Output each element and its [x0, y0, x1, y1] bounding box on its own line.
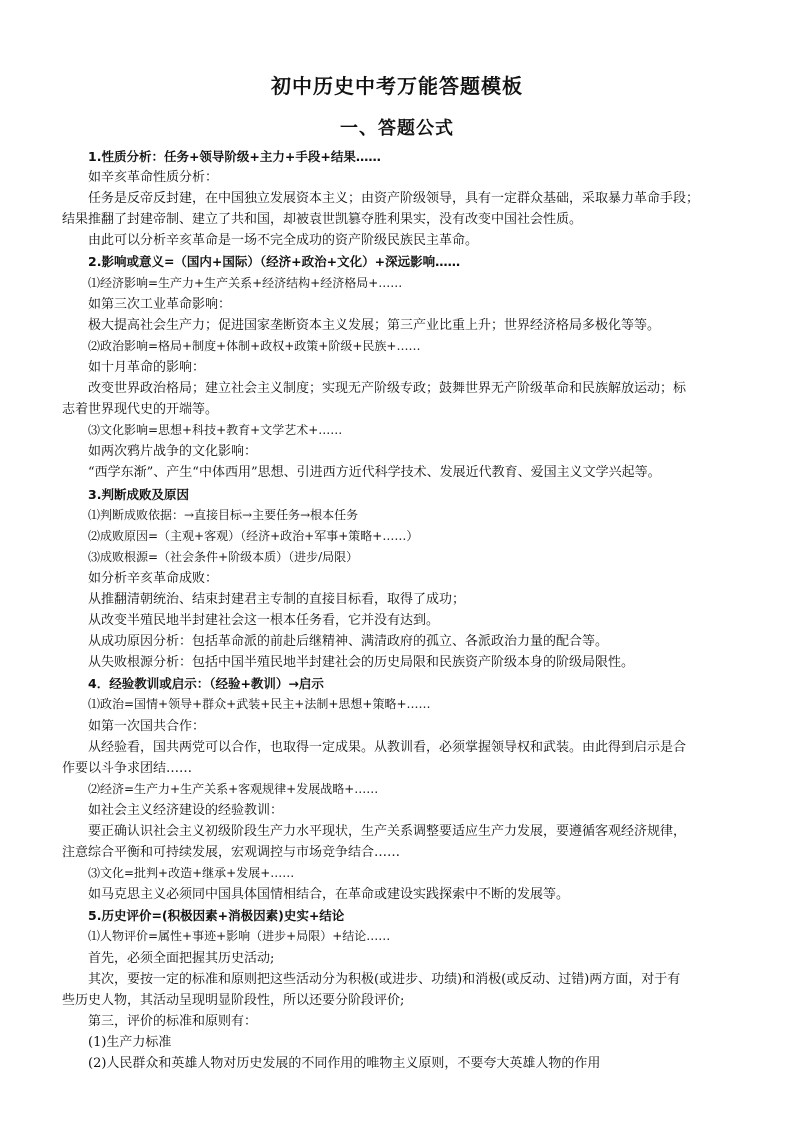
- paragraph-line: 第三，评价的标准和原则有：: [88, 1013, 258, 1029]
- paragraph-line: 如两次鸦片战争的文化影响：: [88, 444, 258, 460]
- paragraph-line: 如第三次工业革命影响：: [88, 296, 232, 312]
- sub-item: ⑶文化=批判+改造+继承+发展+……: [88, 866, 295, 881]
- heading-lessons: 4．经验教训或启示：（经验+教训）→启示: [88, 676, 324, 692]
- paragraph-line: (2)人民群众和英雄人物对历史发展的不同作用的唯物主义原则，不要夸大英雄人物的作用: [88, 1056, 601, 1072]
- paragraph-line: 结果推翻了封建帝制、建立了共和国，却被袁世凯篡夺胜利果实，没有改变中国社会性质。: [62, 212, 583, 228]
- heading-evaluation: 5.历史评价=(积极因素+消极因素)史实+结论: [88, 908, 345, 924]
- heading-success-failure: 3.判断成败及原因: [88, 486, 189, 502]
- sub-item: ⑶成败根源=（社会条件+阶级本质）（进步/局限）: [88, 549, 359, 564]
- paragraph-line: 从经验看，国共两党可以合作，也取得一定成果。从教训看，必须掌握领导权和武装。由此得到启示是合: [88, 739, 687, 755]
- heading-nature-analysis: 1.性质分析：任务+领导阶级+主力+手段+结果……: [88, 149, 381, 164]
- paragraph-line: 作要以斗争求团结……: [62, 760, 193, 776]
- paragraph-line: 从改变半殖民地半封建社会这一根本任务看，它并没有达到。: [88, 613, 440, 629]
- paragraph-line: 任务是反帝反封建，在中国独立发展资本主义；由资产阶级领导，具有一定群众基础，采取暴力革命手段；: [88, 191, 700, 207]
- paragraph-line: 从成功原因分析：包括革命派的前赴后继精神、满清政府的孤立、各派政治力量的配合等。: [88, 634, 609, 650]
- paragraph-line: 些历史人物，其活动呈现明显阶段性，所以还要分阶段评价;: [62, 992, 405, 1008]
- paragraph-line: 如社会主义经济建设的经验教训：: [88, 802, 284, 818]
- paragraph-line: 如辛亥革命性质分析：: [88, 170, 219, 186]
- sub-item: ⑶文化影响=思想+科技+教育+文学艺术+……: [88, 423, 343, 438]
- section-title: 一、答题公式: [340, 118, 454, 139]
- paragraph-line: 如第一次国共合作：: [88, 718, 206, 734]
- sub-item: ⑴经济影响=生产力+生产关系+经济结构+经济格局+……: [88, 275, 403, 290]
- paragraph-line: 由此可以分析辛亥革命是一场不完全成功的资产阶级民族民主革命。: [88, 233, 479, 249]
- sub-item: ⑴判断成败依据：→直接目标→主要任务→根本任务: [88, 507, 359, 522]
- paragraph-line: 志着世界现代史的开端等。: [62, 402, 219, 418]
- paragraph-line: 注意综合平衡和可持续发展，宏观调控与市场竞争结合……: [62, 845, 401, 861]
- document-body: [62, 146, 738, 1074]
- page-title: 初中历史中考万能答题模板: [271, 74, 523, 98]
- paragraph-line: 如十月革命的影响：: [88, 359, 206, 375]
- heading-influence: 2.影响或意义=（国内+国际）（经济+政治+文化）+深远影响……: [88, 254, 461, 270]
- paragraph-line: 其次，要按一定的标准和原则把这些活动分为积极(或进步、功绩)和消极(或反动、过错)两方面，对于有: [88, 971, 681, 987]
- paragraph-line: (1)生产力标准: [88, 1034, 172, 1050]
- paragraph-line: 从推翻清朝统治、结束封建君主专制的直接目标看，取得了成功；: [88, 591, 466, 607]
- paragraph-line: 从失败根源分析：包括中国半殖民地半封建社会的历史局限和民族资产阶级本身的阶级局限性。: [88, 655, 635, 671]
- paragraph-line: 要正确认识社会主义初级阶段生产力水平现状，生产关系调整要适应生产力发展，要遵循客观经济规律，: [88, 824, 687, 839]
- sub-item: ⑴人物评价=属性+事迹+影响（进步+局限）+结论……: [88, 929, 391, 944]
- sub-item: ⑵政治影响=格局+制度+体制+政权+政策+阶级+民族+……: [88, 338, 421, 353]
- paragraph-line: “西学东渐”、产生“中体西用”思想、引进西方近代科学技术、发展近代教育、爱国主义文学兴起等。: [88, 465, 661, 481]
- paragraph-line: 如马克思主义必须同中国具体国情相结合，在革命或建设实践探索中不断的发展等。: [88, 887, 570, 903]
- paragraph-line: 首先，必须全面把握其历史活动;: [88, 950, 275, 966]
- paragraph-line: 如分析辛亥革命成败：: [88, 570, 219, 586]
- paragraph-line: 改变世界政治格局；建立社会主义制度；实现无产阶级专政；鼓舞世界无产阶级革命和民族解放运动；标: [88, 381, 687, 397]
- paragraph-line: 极大提高社会生产力；促进国家垄断资本主义发展；第三产业比重上升；世界经济格局多极化等等。: [88, 317, 661, 333]
- sub-item: ⑵成败原因=（主观+客观）（经济+政治+军事+策略+……）: [88, 528, 419, 543]
- sub-item: ⑴政治=国情+领导+群众+武装+民主+法制+思想+策略+……: [88, 697, 431, 712]
- sub-item: ⑵经济=生产力+生产关系+客观规律+发展战略+……: [88, 781, 379, 796]
